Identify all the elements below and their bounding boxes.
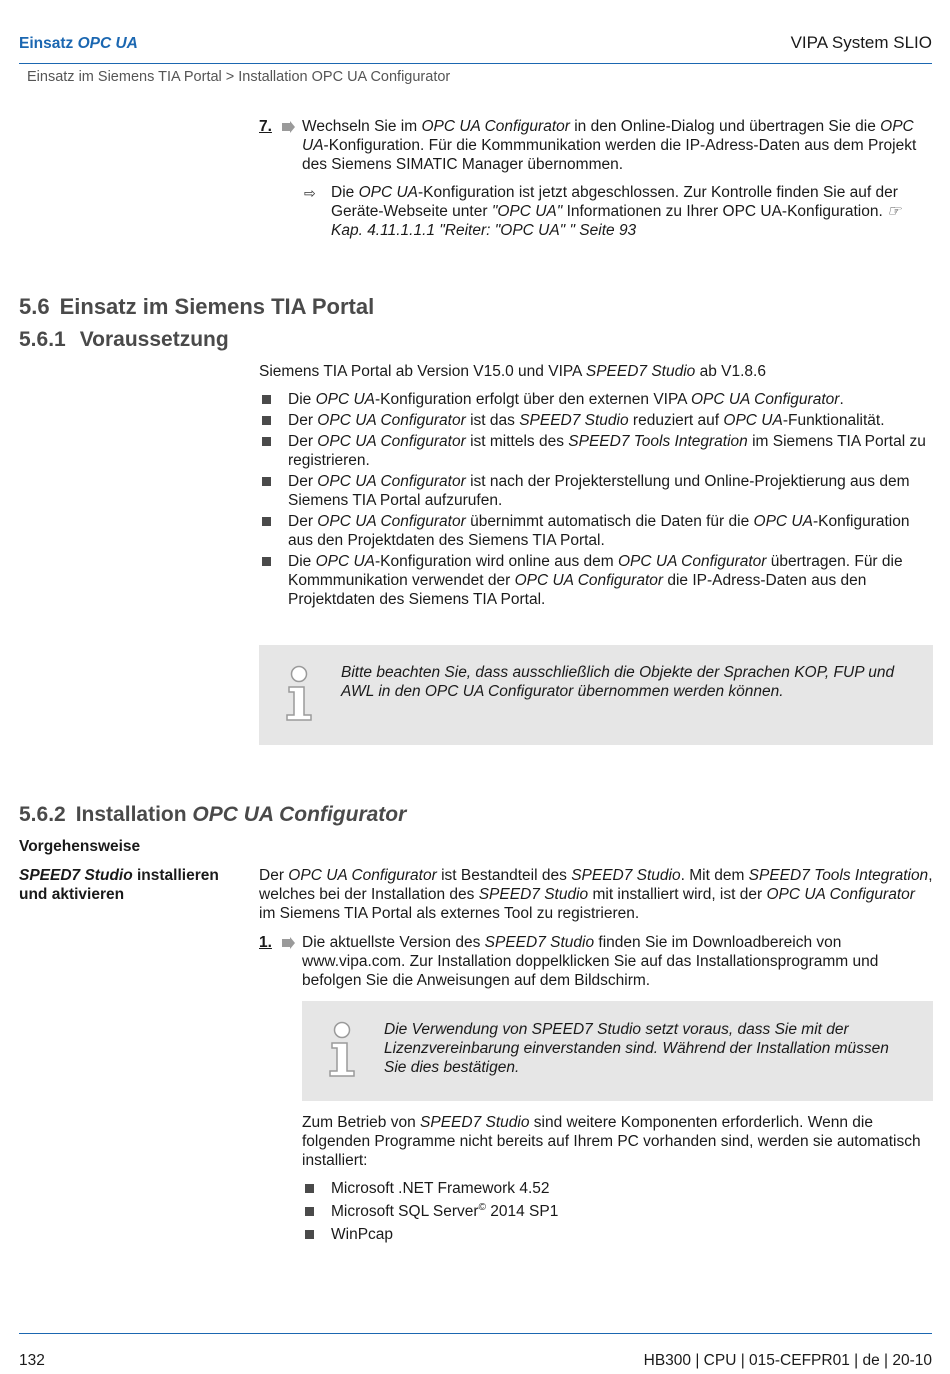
step-7 <box>259 117 933 240</box>
header-chapter-italic: OPC UA <box>77 35 138 52</box>
list-item: Microsoft SQL Server© 2014 SP1 <box>302 1202 933 1221</box>
section-heading-5-6-2: 5.6.2 Installation OPC UA Configurator <box>19 803 407 826</box>
info-icon <box>284 665 314 721</box>
requirement-list <box>259 390 933 609</box>
info-note <box>302 1001 933 1101</box>
side-heading: SPEED7 Studio installieren und aktivieren <box>19 867 219 903</box>
list-item: Die OPC UA-Konfiguration wird online aus dem OPC UA Configurator übertragen. Für die Kommmunikation verwendet der OPC UA Configurator die IP-Adress-Daten aus den Projektdaten des Siemens TIA Portal. <box>259 552 933 609</box>
step-number: 1. <box>259 934 272 951</box>
requirement-intro: Siemens TIA Portal ab Version V15.0 und VIPA SPEED7 Studio ab V1.8.6 <box>259 363 766 380</box>
install-intro: Der OPC UA Configurator ist Bestandteil des SPEED7 Studio. Mit dem SPEED7 Tools Integration, welches bei der Installation des SPEED7 Studio mit installiert wird, ist der OPC UA Configurator im Siemens TIA Portal als externes Tool zu registrieren. <box>259 867 933 922</box>
section-heading-5-6: 5.6 Einsatz im Siemens TIA Portal <box>19 294 375 319</box>
note-text: Die Verwendung von SPEED7 Studio setzt voraus, dass Sie mit der Lizenzvereinbarung einverstanden sind. Während der Installation müssen Sie dies bestätigen. <box>384 1021 889 1076</box>
components <box>302 1113 933 1246</box>
requirements <box>259 362 933 611</box>
components-intro: Zum Betrieb von SPEED7 Studio sind weitere Komponenten erforderlich. Wenn die folgenden Programme nicht bereits auf Ihrem PC vorhanden sind, werden sie automatisch installiert: <box>302 1114 921 1169</box>
document-id: HB300 | CPU | 015-CEFPR01 | de | 20-10 <box>643 1352 932 1369</box>
step-text: Die aktuellste Version des SPEED7 Studio finden Sie im Downloadbereich von www.vipa.com. Zur Installation doppelklicken Sie auf das Installationsprogramm und befolgen Sie die Anweisungen auf dem Bildschirm. <box>302 934 879 989</box>
list-item: Microsoft .NET Framework 4.52 <box>302 1179 933 1198</box>
header-divider <box>19 63 932 64</box>
step-text: Wechseln Sie im OPC UA Configurator in den Online-Dialog und übertragen Sie die OPC UA-Konfiguration. Für die Kommmunikation werden die IP-Adress-Daten aus dem Projekt des Siemens SIMATIC Manager übernommen. <box>302 118 917 173</box>
cross-reference-link[interactable]: ☞ Kap. 4.11.1.1.1 "Reiter: "OPC UA" " Seite 93 <box>331 203 901 239</box>
list-item: WinPcap <box>302 1225 933 1244</box>
step-1 <box>259 933 933 990</box>
breadcrumb: Einsatz im Siemens TIA Portal > Installation OPC UA Configurator <box>27 69 451 85</box>
procedure-heading: Vorgehensweise <box>19 838 141 855</box>
list-item: Der OPC UA Configurator ist nach der Projekterstellung und Online-Projektierung aus dem Siemens TIA Portal aufzurufen. <box>259 472 933 510</box>
list-item: Der OPC UA Configurator ist mittels des SPEED7 Tools Integration im Siemens TIA Portal zu registrieren. <box>259 432 933 470</box>
list-item: Der OPC UA Configurator übernimmt automatisch die Daten für die OPC UA-Konfiguration aus den Projektdaten des Siemens TIA Portal. <box>259 512 933 550</box>
list-item: Die OPC UA-Konfiguration erfolgt über den externen VIPA OPC UA Configurator. <box>259 390 933 409</box>
step-arrow-icon <box>281 121 295 133</box>
components-list <box>302 1179 933 1244</box>
header-product: VIPA System SLIO <box>790 33 932 52</box>
section-heading-5-6-1: 5.6.1 Voraussetzung <box>19 328 229 351</box>
info-note <box>259 645 933 745</box>
step-arrow-icon <box>281 937 295 949</box>
list-item: Der OPC UA Configurator ist das SPEED7 Studio reduziert auf OPC UA-Funktionalität. <box>259 411 933 430</box>
header-chapter <box>19 34 138 53</box>
note-text: Bitte beachten Sie, dass ausschließlich die Objekte der Sprachen KOP, FUP und AWL in den OPC UA Configurator übernommen werden können. <box>341 664 895 700</box>
result-arrow-icon: ⇨ <box>304 185 316 201</box>
header-chapter-prefix: Einsatz <box>19 35 78 52</box>
step-result: ⇨ Die OPC UA-Konfiguration ist jetzt abgeschlossen. Zur Kontrolle finden Sie auf der Geräte-Webseite unter "OPC UA" Informationen zu Ihrer OPC UA-Konfiguration. ☞ Kap. 4.11.1.1.1 "Reiter: "OPC UA" " Seite 93 <box>304 184 901 239</box>
footer-divider <box>19 1333 932 1334</box>
info-icon <box>327 1021 357 1077</box>
step-number: 7. <box>259 118 272 135</box>
page-number: 132 <box>19 1352 45 1369</box>
